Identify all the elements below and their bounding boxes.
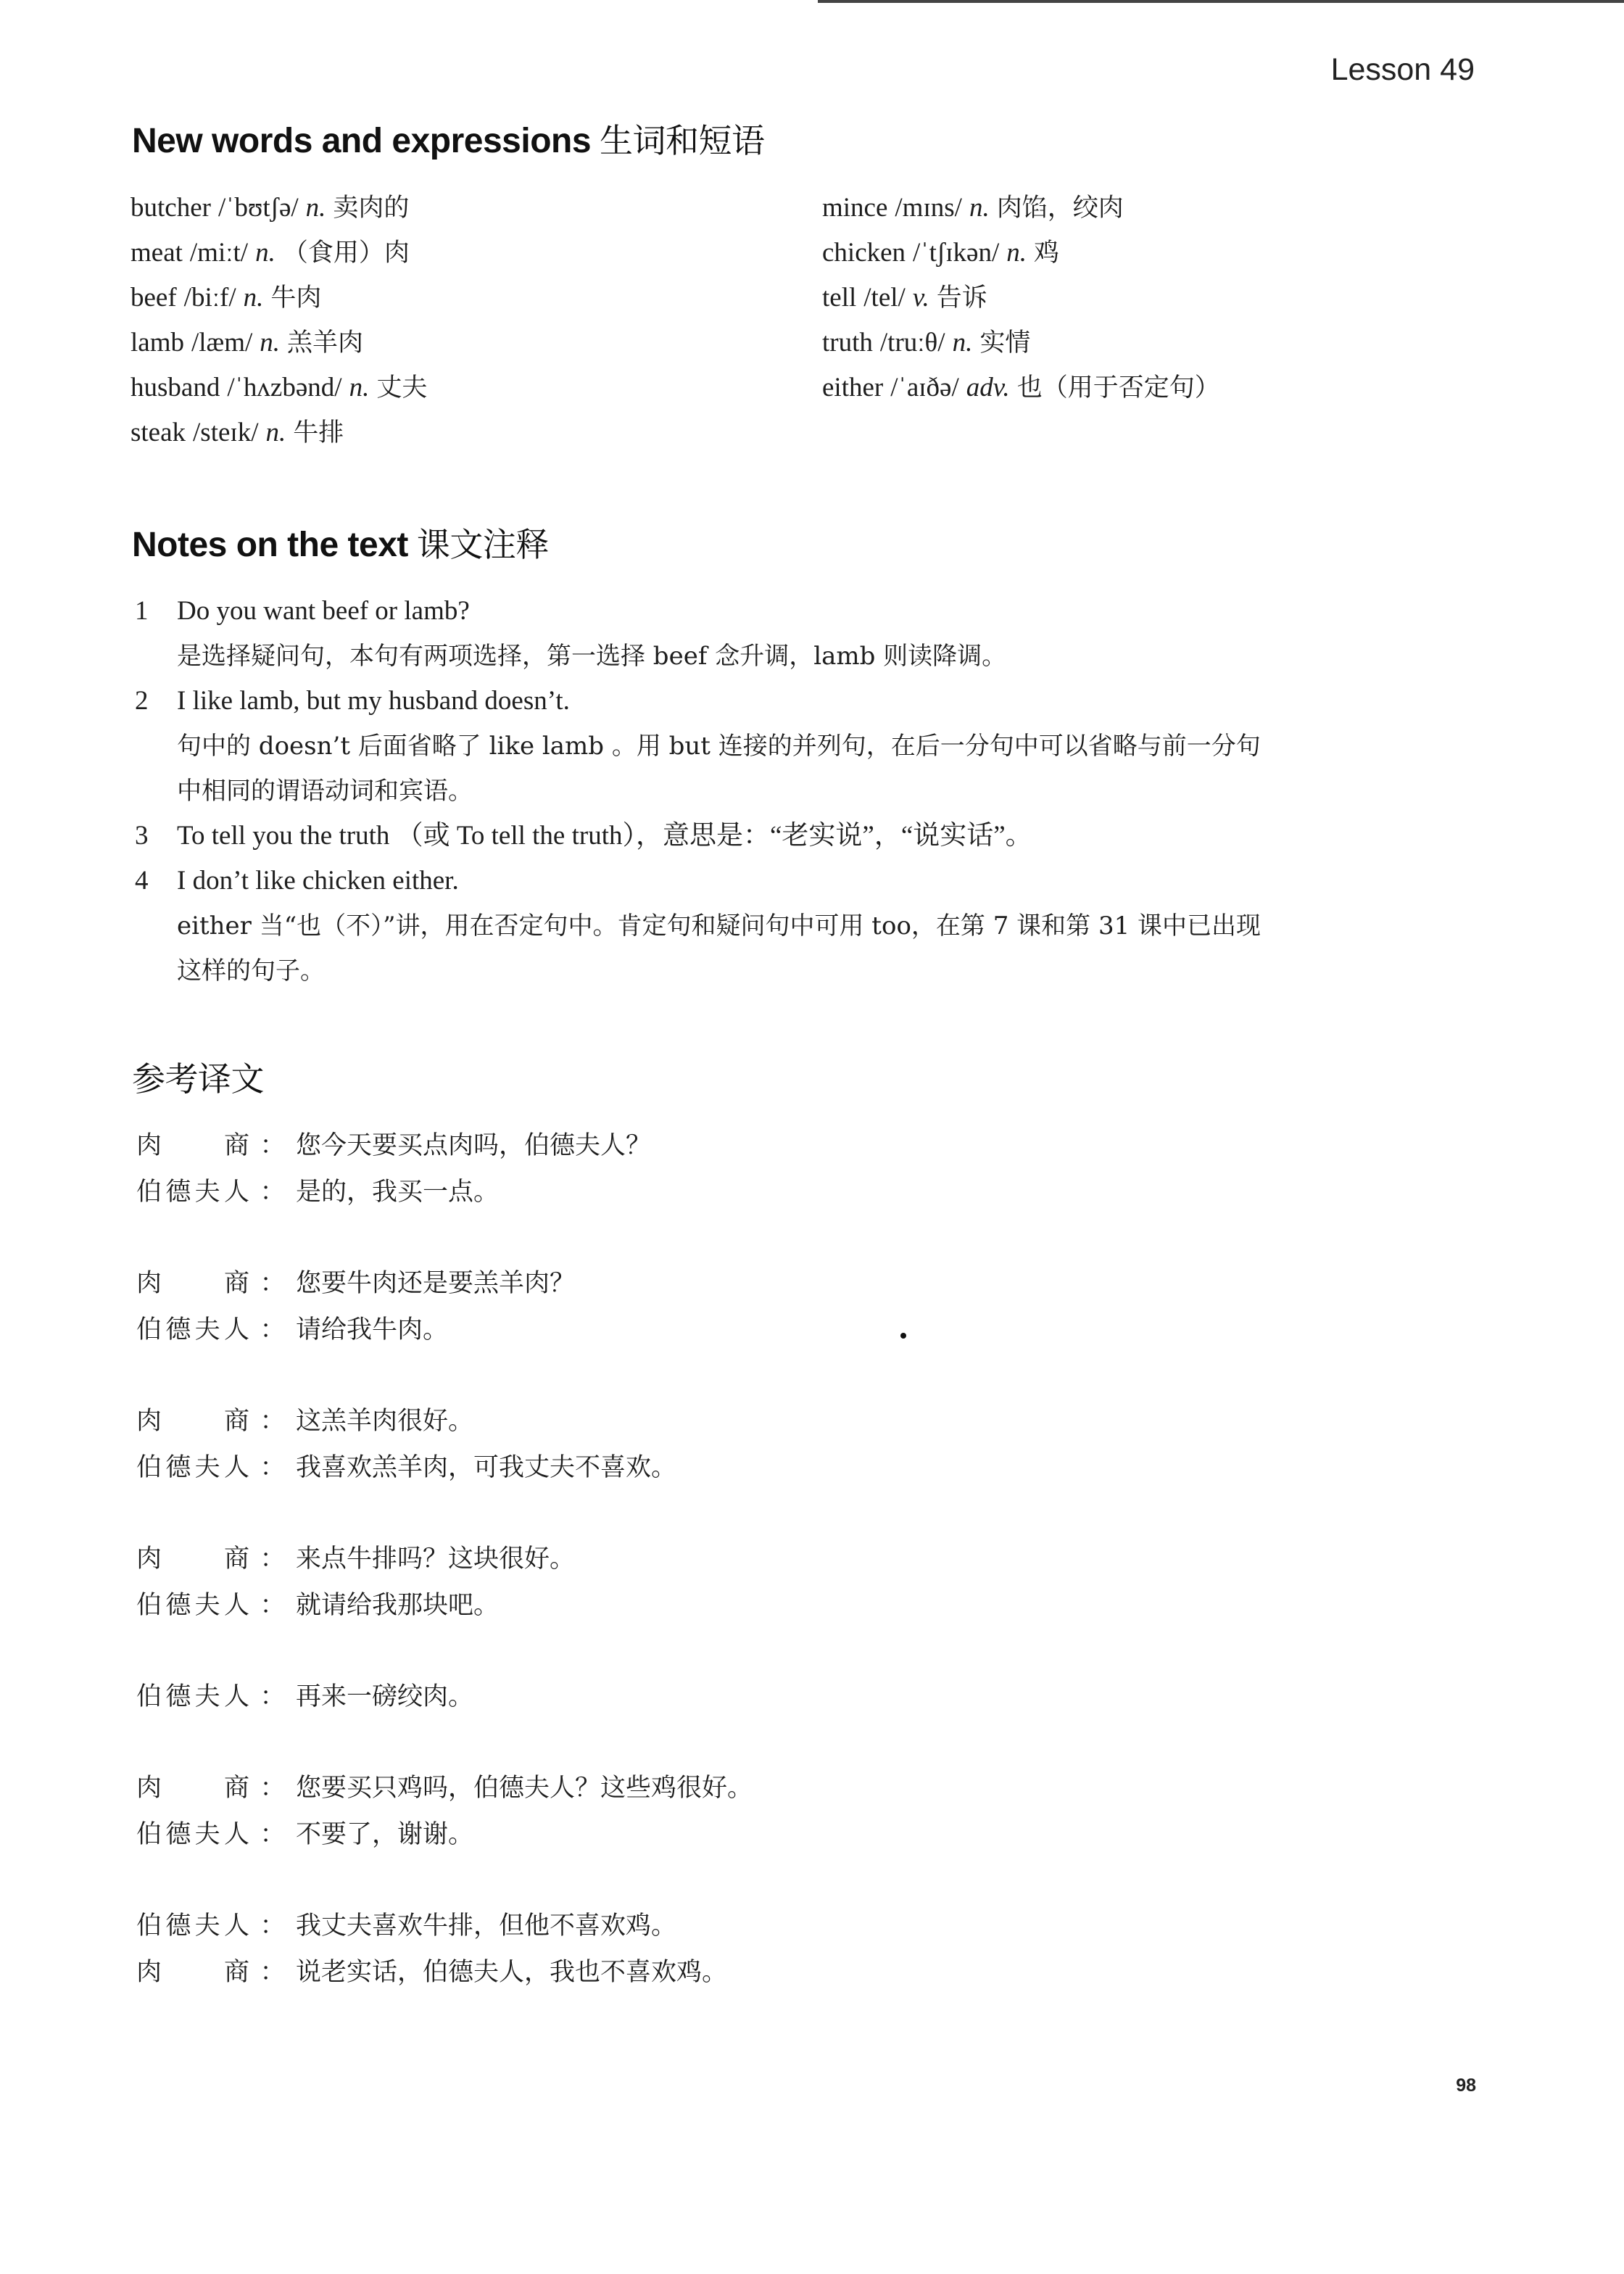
dialogue-colon: ：: [260, 1269, 286, 1298]
vocab-entry: [822, 276, 1227, 321]
dialogue-speaker: 伯德夫人: [136, 1178, 249, 1207]
dialogue-exchange: [136, 1903, 753, 1996]
dialogue-text: 请给我牛肉。: [296, 1315, 449, 1344]
vocab-meaning: 羔羊肉: [287, 328, 364, 357]
dialogue-speaker: 伯德夫人: [136, 1453, 249, 1482]
notes-heading-en: Notes on the text: [132, 526, 408, 564]
vocab-entry: [130, 321, 434, 365]
dialogue-text: 是的，我买一点。: [296, 1178, 500, 1207]
note-explanation: 这样的句子。: [177, 956, 325, 985]
vocab-phonetic: /miːt/: [189, 238, 249, 268]
vocab-phonetic: /mɪns/: [895, 193, 962, 223]
notes-heading-cn: 课文注释: [416, 525, 549, 564]
dialogue-colon: ：: [260, 1545, 286, 1574]
dialogue-speaker: 伯德夫人: [136, 1911, 249, 1940]
vocab-entry: [822, 365, 1227, 410]
vocab-word: mince: [822, 193, 888, 223]
dialogue-line: [136, 1582, 753, 1629]
dialogue-colon: ：: [260, 1911, 286, 1940]
vocab-phonetic: /ˈaɪðə/: [890, 373, 959, 402]
vocab-meaning: 也（用于否定句）: [1016, 373, 1220, 402]
vocabulary-heading: [132, 115, 765, 162]
dialogue-exchange: [136, 1765, 753, 1858]
dialogue-line: [136, 1260, 753, 1307]
vocab-word: steak: [130, 418, 186, 447]
dialogue-text: 我丈夫喜欢牛排，但他不喜欢鸡。: [296, 1911, 677, 1940]
dialogue-text: 这羔羊肉很好。: [296, 1407, 474, 1436]
dialogue-speaker: 肉商: [136, 1545, 249, 1574]
vocab-part-of-speech: n.: [969, 193, 990, 223]
vocab-meaning: 牛肉: [270, 284, 322, 313]
dialogue-speaker: 肉商: [136, 1407, 249, 1436]
note-item: [130, 679, 1479, 814]
vocab-phonetic: /tel/: [863, 283, 906, 313]
vocab-part-of-speech: n.: [255, 238, 276, 268]
vocab-part-of-speech: n.: [952, 328, 973, 357]
dialogue-speaker: 伯德夫人: [136, 1820, 249, 1849]
dialogue-speaker: 伯德夫人: [136, 1682, 249, 1711]
dialogue-line: [136, 1949, 753, 1996]
dialogue-line: [136, 1444, 753, 1491]
vocab-meaning: 牛排: [293, 418, 344, 447]
translation-heading: 参考译文: [132, 1059, 264, 1099]
vocab-part-of-speech: n.: [265, 418, 286, 447]
note-number: 3: [135, 821, 149, 851]
dialogue-exchange: [136, 1674, 753, 1720]
vocab-part-of-speech: n.: [305, 193, 326, 223]
dialogue-colon: ：: [260, 1591, 286, 1620]
vocab-meaning: 肉馅，绞肉: [996, 194, 1124, 223]
vocab-word: butcher: [130, 193, 211, 223]
notes-heading: [132, 518, 549, 566]
note-number: 1: [135, 596, 149, 626]
notes-list: [130, 589, 1479, 993]
dialogue-speaker: 伯德夫人: [136, 1315, 249, 1344]
vocabulary-left-column: [130, 186, 434, 455]
vocabulary-heading-cn: 生词和短语: [600, 121, 765, 160]
dialogue-text: 再来一磅绞肉。: [296, 1682, 474, 1711]
note-item: [130, 589, 1479, 679]
vocab-word: husband: [130, 373, 220, 402]
dialogue-line: [136, 1765, 753, 1811]
vocab-phonetic: /læm/: [191, 328, 253, 357]
dialogue-line: [136, 1398, 753, 1444]
dialogue-speaker: 肉商: [136, 1958, 249, 1987]
vocab-entry: [130, 231, 434, 276]
vocab-meaning: 卖肉的: [333, 194, 410, 223]
dialogue-exchange: [136, 1536, 753, 1629]
note-item: [130, 859, 1479, 993]
dialogue-text: 来点牛排吗？这块很好。: [296, 1545, 576, 1574]
dialogue-text: 您今天要买点肉吗，伯德夫人？: [296, 1131, 652, 1160]
dialogue-colon: ：: [260, 1682, 286, 1711]
page-number: 98: [1456, 2075, 1476, 2096]
dialogue-colon: ：: [260, 1315, 286, 1344]
dialogue-exchange: [136, 1398, 753, 1491]
vocab-word: truth: [822, 328, 873, 357]
dialogue-line: [136, 1811, 753, 1858]
vocab-part-of-speech: n.: [260, 328, 281, 357]
dialogue-colon: ：: [260, 1453, 286, 1482]
dialogue-exchange: [136, 1260, 753, 1353]
dialogue-line: [136, 1903, 753, 1949]
vocab-word: tell: [822, 283, 857, 313]
dialogue-line: [136, 1307, 753, 1353]
translation-dialogue: [136, 1122, 753, 2041]
dialogue-colon: ：: [260, 1820, 286, 1849]
vocab-entry: [130, 186, 434, 231]
dialogue-text: 说老实话，伯德夫人，我也不喜欢鸡。: [296, 1958, 728, 1987]
note-english: To tell you the truth （或 To tell the truth），意思是：“老实说”，“说实话”。: [177, 821, 1032, 851]
dialogue-colon: ：: [260, 1958, 286, 1987]
vocab-word: lamb: [130, 328, 184, 357]
dialogue-speaker: 肉商: [136, 1131, 249, 1160]
note-english: I don’t like chicken either.: [177, 866, 459, 896]
vocab-entry: [822, 321, 1227, 365]
vocab-meaning: 鸡: [1033, 239, 1059, 268]
vocab-phonetic: /ˈtʃɪkən/: [913, 238, 1000, 268]
vocab-phonetic: /truːθ/: [879, 328, 945, 357]
note-number: 4: [135, 866, 149, 896]
dialogue-speaker: 肉商: [136, 1774, 249, 1803]
lesson-label: Lesson 49: [1330, 52, 1475, 87]
note-explanation: either 当“也（不）”讲，用在否定句中。肯定句和疑问句中可用 too，在第 7 课和第 31 课中已出现: [177, 911, 1262, 940]
vocab-phonetic: /ˈbʊtʃə/: [218, 193, 299, 223]
vocab-word: either: [822, 373, 884, 402]
dialogue-text: 不要了，谢谢。: [296, 1820, 474, 1849]
vocab-phonetic: /steɪk/: [193, 418, 259, 447]
ink-speck: [900, 1333, 906, 1339]
vocab-part-of-speech: n.: [1006, 238, 1027, 268]
dialogue-speaker: 肉商: [136, 1269, 249, 1298]
vocab-phonetic: /ˈhʌzbənd/: [227, 373, 342, 402]
vocab-entry: [130, 276, 434, 321]
vocab-word: meat: [130, 238, 183, 268]
dialogue-speaker: 伯德夫人: [136, 1591, 249, 1620]
note-english: Do you want beef or lamb?: [177, 596, 470, 626]
vocab-part-of-speech: v.: [912, 283, 929, 313]
dialogue-colon: ：: [260, 1178, 286, 1207]
dialogue-text: 我喜欢羔羊肉，可我丈夫不喜欢。: [296, 1453, 677, 1482]
vocab-meaning: （食用）肉: [282, 239, 410, 268]
vocab-meaning: 告诉: [936, 284, 987, 313]
dialogue-exchange: [136, 1122, 753, 1215]
vocab-part-of-speech: n.: [243, 283, 264, 313]
dialogue-line: [136, 1536, 753, 1582]
vocab-meaning: 丈夫: [376, 373, 428, 402]
dialogue-line: [136, 1674, 753, 1720]
dialogue-colon: ：: [260, 1407, 286, 1436]
top-rule: [818, 0, 1624, 3]
dialogue-line: [136, 1122, 753, 1169]
dialogue-text: 您要买只鸡吗，伯德夫人？这些鸡很好。: [296, 1774, 753, 1803]
dialogue-text: 就请给我那块吧。: [296, 1591, 500, 1620]
note-item: [130, 814, 1479, 859]
note-explanation: 中相同的谓语动词和宾语。: [177, 777, 473, 806]
vocabulary-heading-en: New words and expressions: [132, 122, 592, 160]
note-explanation: 是选择疑问句，本句有两项选择，第一选择 beef 念升调，lamb 则读降调。: [177, 642, 1007, 671]
note-explanation: 句中的 doesn’t 后面省略了 like lamb 。用 but 连接的并列句，在后一分句中可以省略与前一分句: [177, 732, 1261, 761]
note-number: 2: [135, 686, 149, 716]
vocab-part-of-speech: adv.: [966, 373, 1010, 402]
vocab-word: chicken: [822, 238, 906, 268]
dialogue-line: [136, 1169, 753, 1215]
note-english: I like lamb, but my husband doesn’t.: [177, 686, 570, 716]
vocab-entry: [822, 231, 1227, 276]
dialogue-colon: ：: [260, 1774, 286, 1803]
vocab-phonetic: /biːf/: [183, 283, 236, 313]
dialogue-colon: ：: [260, 1131, 286, 1160]
vocab-entry: [822, 186, 1227, 231]
vocab-entry: [130, 410, 434, 455]
vocab-part-of-speech: n.: [349, 373, 370, 402]
vocab-meaning: 实情: [979, 328, 1031, 357]
vocab-word: beef: [130, 283, 177, 313]
vocab-entry: [130, 365, 434, 410]
vocabulary-right-column: [822, 186, 1227, 410]
dialogue-text: 您要牛肉还是要羔羊肉？: [296, 1269, 576, 1298]
